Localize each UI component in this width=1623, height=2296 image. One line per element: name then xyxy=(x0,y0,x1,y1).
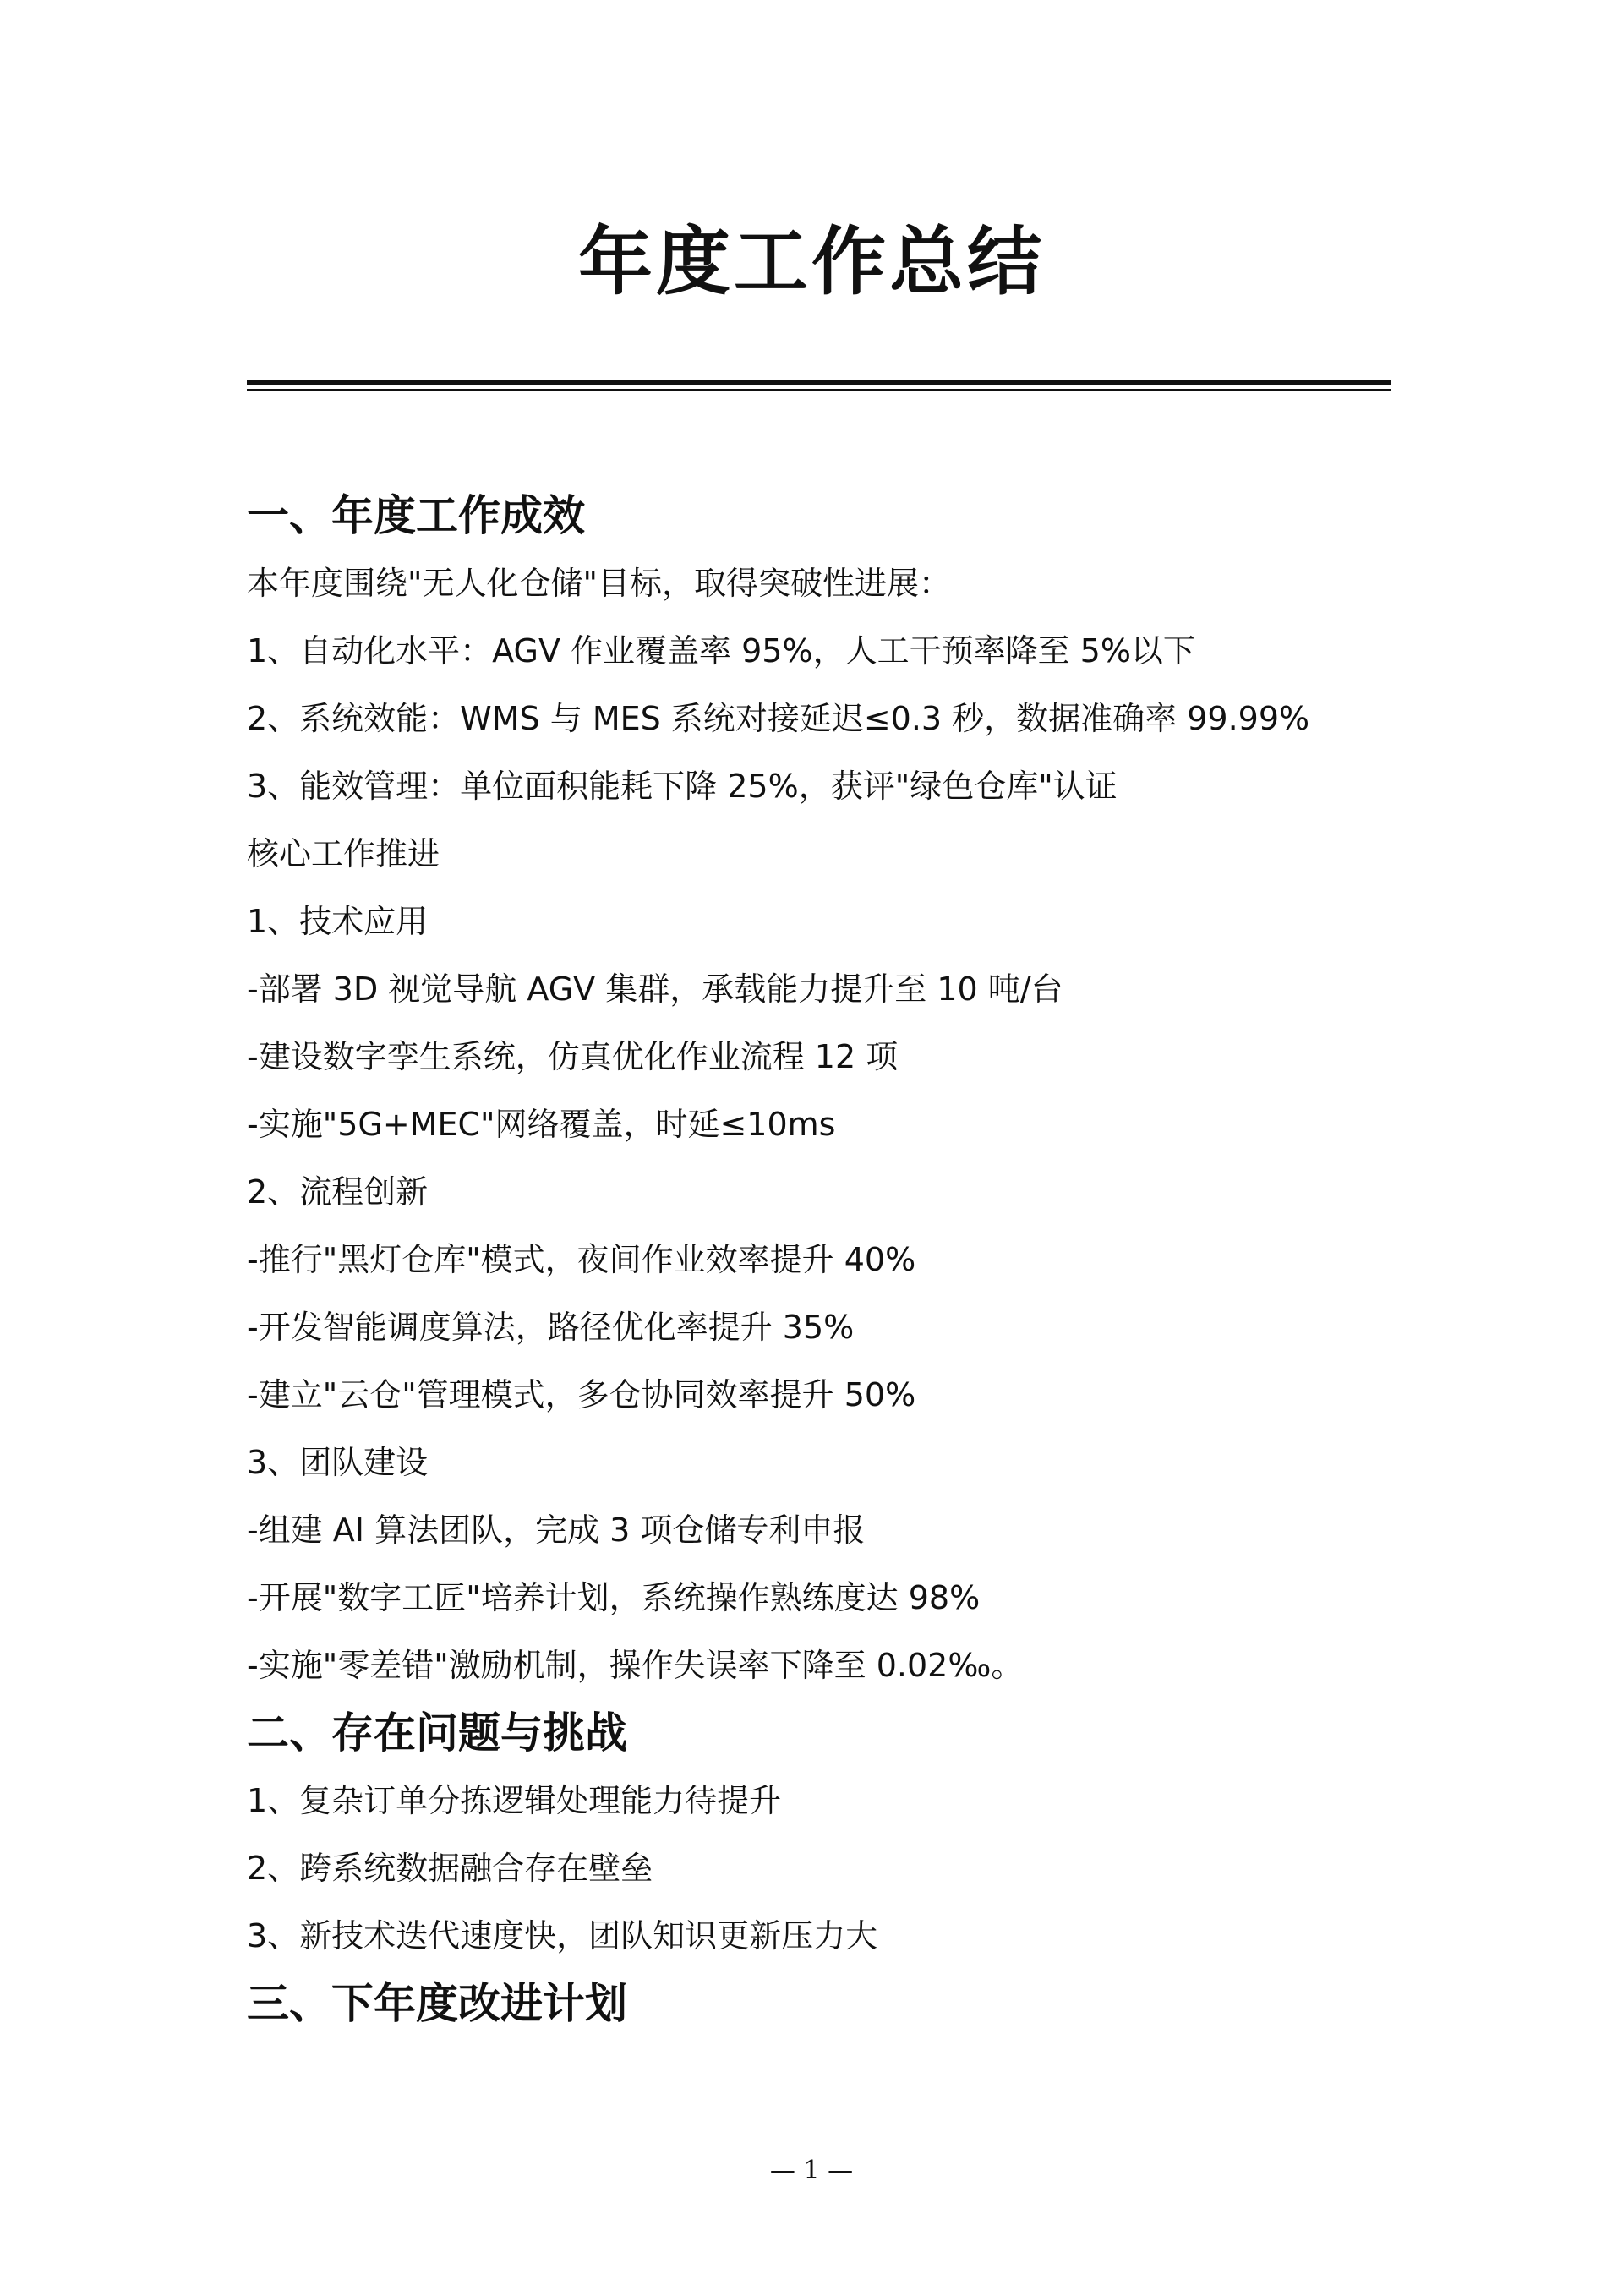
paragraph-line: -建设数字孪生系统，仿真优化作业流程 12 项 xyxy=(247,1038,899,1075)
paragraph-line: 1、自动化水平：AGV 作业覆盖率 95%，人工干预率降至 5%以下 xyxy=(247,632,1195,670)
paragraph-line: 1、技术应用 xyxy=(247,903,429,940)
paragraph-line: -实施"零差错"激励机制，操作失误率下降至 0.02‰。 xyxy=(247,1647,1024,1684)
section-heading: 三、下年度改进计划 xyxy=(247,1979,627,2028)
section-heading: 二、存在问题与挑战 xyxy=(247,1708,627,1758)
paragraph-line: 3、团队建设 xyxy=(247,1444,429,1481)
paragraph-line: 3、新技术迭代速度快，团队知识更新压力大 xyxy=(247,1917,878,1954)
paragraph-line: -部署 3D 视觉导航 AGV 集群，承载能力提升至 10 吨/台 xyxy=(247,970,1063,1008)
section-improvement-plan xyxy=(247,1970,1430,2037)
paragraph-line: -推行"黑灯仓库"模式，夜间作业效率提升 40% xyxy=(247,1241,916,1278)
section-achievements xyxy=(247,482,1430,1699)
document-body xyxy=(247,482,1430,2037)
title-rule-thin-line xyxy=(247,389,1391,391)
paragraph-line: 3、能效管理：单位面积能耗下降 25%，获评"绿色仓库"认证 xyxy=(247,768,1118,805)
paragraph-line: -开展"数字工匠"培养计划，系统操作熟练度达 98% xyxy=(247,1579,981,1616)
section-heading: 一、年度工作成效 xyxy=(247,491,585,540)
paragraph-line: -建立"云仓"管理模式，多仓协同效率提升 50% xyxy=(247,1376,916,1413)
paragraph-line: -实施"5G+MEC"网络覆盖，时延≤10ms xyxy=(247,1106,836,1143)
paragraph-line: -开发智能调度算法，路径优化率提升 35% xyxy=(247,1309,855,1346)
paragraph-line: 1、复杂订单分拣逻辑处理能力待提升 xyxy=(247,1782,782,1819)
title-double-rule xyxy=(247,380,1391,392)
paragraph-line: 2、跨系统数据融合存在壁垒 xyxy=(247,1850,653,1887)
paragraph-line: 核心工作推进 xyxy=(247,835,440,872)
page-number: — 1 — xyxy=(769,2156,854,2185)
section-problems xyxy=(247,1699,1430,1970)
paragraph-line: -组建 AI 算法团队，完成 3 项仓储专利申报 xyxy=(247,1512,866,1549)
paragraph-line: 本年度围绕"无人化仓储"目标，取得突破性进展： xyxy=(247,565,951,602)
paragraph-line: 2、流程创新 xyxy=(247,1173,429,1211)
title-rule-thick-line xyxy=(247,380,1391,385)
paragraph-line: 2、系统效能：WMS 与 MES 系统对接延迟≤0.3 秒，数据准确率 99.99% xyxy=(247,700,1310,737)
document-title: 年度工作总结 xyxy=(577,218,1045,305)
